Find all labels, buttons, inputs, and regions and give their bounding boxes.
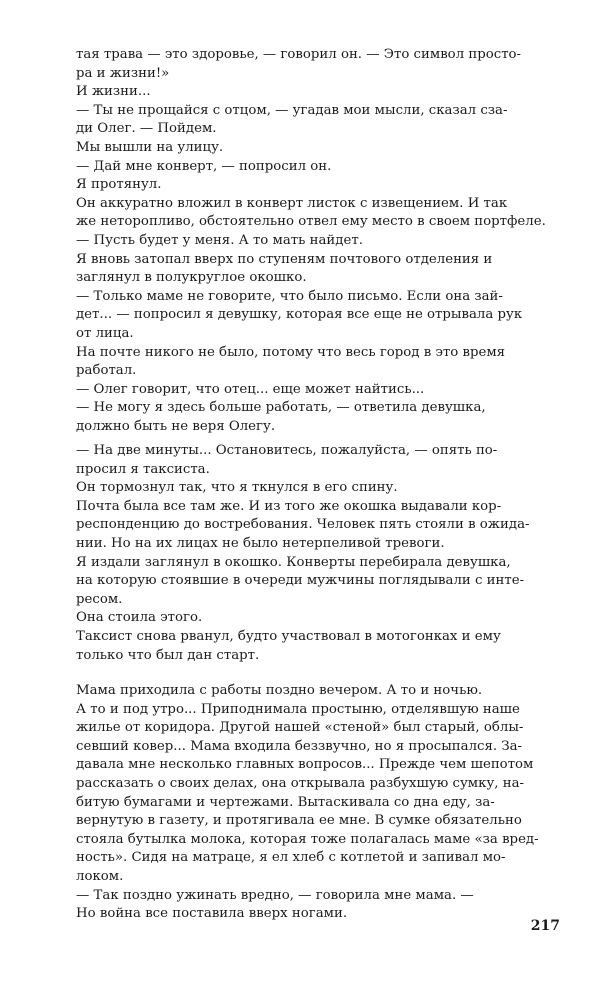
text-section-2 bbox=[76, 442, 556, 665]
text-line: На почте никого не было, потому что весь город в это время bbox=[76, 344, 506, 360]
text-line: Почта была все там же. И из того же окошка выдавали кор- bbox=[76, 498, 502, 514]
text-line: только что был дан старт. bbox=[76, 647, 260, 663]
text-line: Я протянул. bbox=[76, 177, 162, 193]
text-section-1 bbox=[76, 46, 556, 436]
text-section-3 bbox=[76, 682, 556, 924]
text-line: ра и жизни!» bbox=[76, 65, 170, 81]
text-line: от лица. bbox=[76, 325, 134, 341]
text-line: — Пусть будет у меня. А то мать найдет. bbox=[76, 232, 363, 248]
page-number: 217 bbox=[530, 918, 560, 934]
text-line: ресом. bbox=[76, 591, 123, 607]
text-line: вернутую в газету, и протягивала ее мне. В сумке обязательно bbox=[76, 813, 522, 829]
text-line: нии. Но на их лицах не было нетерпеливой тревоги. bbox=[76, 535, 445, 551]
text-line: — Только маме не говорите, что было письмо. Если она зай- bbox=[76, 288, 503, 304]
text-line: тая трава — это здоровье, — говорил он. — Это символ просто- bbox=[76, 47, 522, 62]
text-line: Она стоила этого. bbox=[76, 610, 203, 626]
text-line: Таксист снова рванул, будто участвовал в мотогонках и ему bbox=[76, 628, 501, 644]
text-line: же неторопливо, обстоятельно отвел ему место в своем портфеле. bbox=[76, 214, 546, 230]
text-line: жилье от коридора. Другой нашей «стеной» был старый, облы- bbox=[76, 720, 524, 736]
text-line: Я издали заглянул в окошко. Конверты перебирала девушка, bbox=[76, 554, 511, 570]
text-line: на которую стоявшие в очереди мужчины поглядывали с инте- bbox=[76, 573, 525, 589]
text-line: — Олег говорит, что отец... еще может найтись... bbox=[76, 381, 425, 397]
text-line: — Так поздно ужинать вредно, — говорила мне мама. — bbox=[76, 887, 474, 903]
text-line: должно быть не веря Олегу. bbox=[76, 418, 276, 434]
text-line: — Не могу я здесь больше работать, — ответила девушка, bbox=[76, 400, 486, 416]
text-line: битую бумагами и чертежами. Вытаскивала со дна еду, за- bbox=[76, 794, 495, 810]
text-line: локом. bbox=[76, 868, 124, 884]
text-line: А то и под утро... Приподнимала простыню, отделявшую наше bbox=[76, 701, 520, 717]
text-line: Я вновь затопал вверх по ступеням почтового отделения и bbox=[76, 251, 493, 267]
text-line: респонденцию до востребования. Человек пять стояли в ожида- bbox=[76, 517, 530, 533]
text-line: работал. bbox=[76, 363, 137, 379]
text-line: севший ковер... Мама входила беззвучно, но я просыпался. За- bbox=[76, 738, 523, 754]
text-line: просил я таксиста. bbox=[76, 461, 210, 477]
text-line: — Дай мне конверт, — попросил он. bbox=[76, 158, 332, 174]
text-line: рассказать о своих делах, она открывала разбухшую сумку, на- bbox=[76, 775, 525, 791]
text-line: дет... — попросил я девушку, которая все еще не отрывала рук bbox=[76, 307, 523, 323]
text-line: И жизни... bbox=[76, 84, 151, 100]
text-line: Но война все поставила вверх ногами. bbox=[76, 906, 348, 922]
text-line: ность». Сидя на матраце, я ел хлеб с котлетой и запивал мо- bbox=[76, 850, 506, 866]
text-line: заглянул в полукруглое окошко. bbox=[76, 270, 307, 286]
text-line: — На две минуты... Остановитесь, пожалуйста, — опять по- bbox=[76, 443, 498, 458]
text-line: — Ты не прощайся с отцом, — угадав мои мысли, сказал сза- bbox=[76, 102, 508, 118]
text-line: Мама приходила с работы поздно вечером. А то и ночью. bbox=[76, 683, 483, 698]
text-line: Мы вышли на улицу. bbox=[76, 139, 224, 155]
text-line: Он тормознул так, что я ткнулся в его спину. bbox=[76, 480, 398, 496]
text-line: давала мне несколько главных вопросов... Прежде чем шепотом bbox=[76, 757, 534, 773]
text-line: стояла бутылка молока, которая тоже полагалась маме «за вред- bbox=[76, 831, 539, 847]
text-line: ди Олег. — Пойдем. bbox=[76, 121, 217, 137]
text-line: Он аккуратно вложил в конверт листок с извещением. И так bbox=[76, 195, 508, 211]
